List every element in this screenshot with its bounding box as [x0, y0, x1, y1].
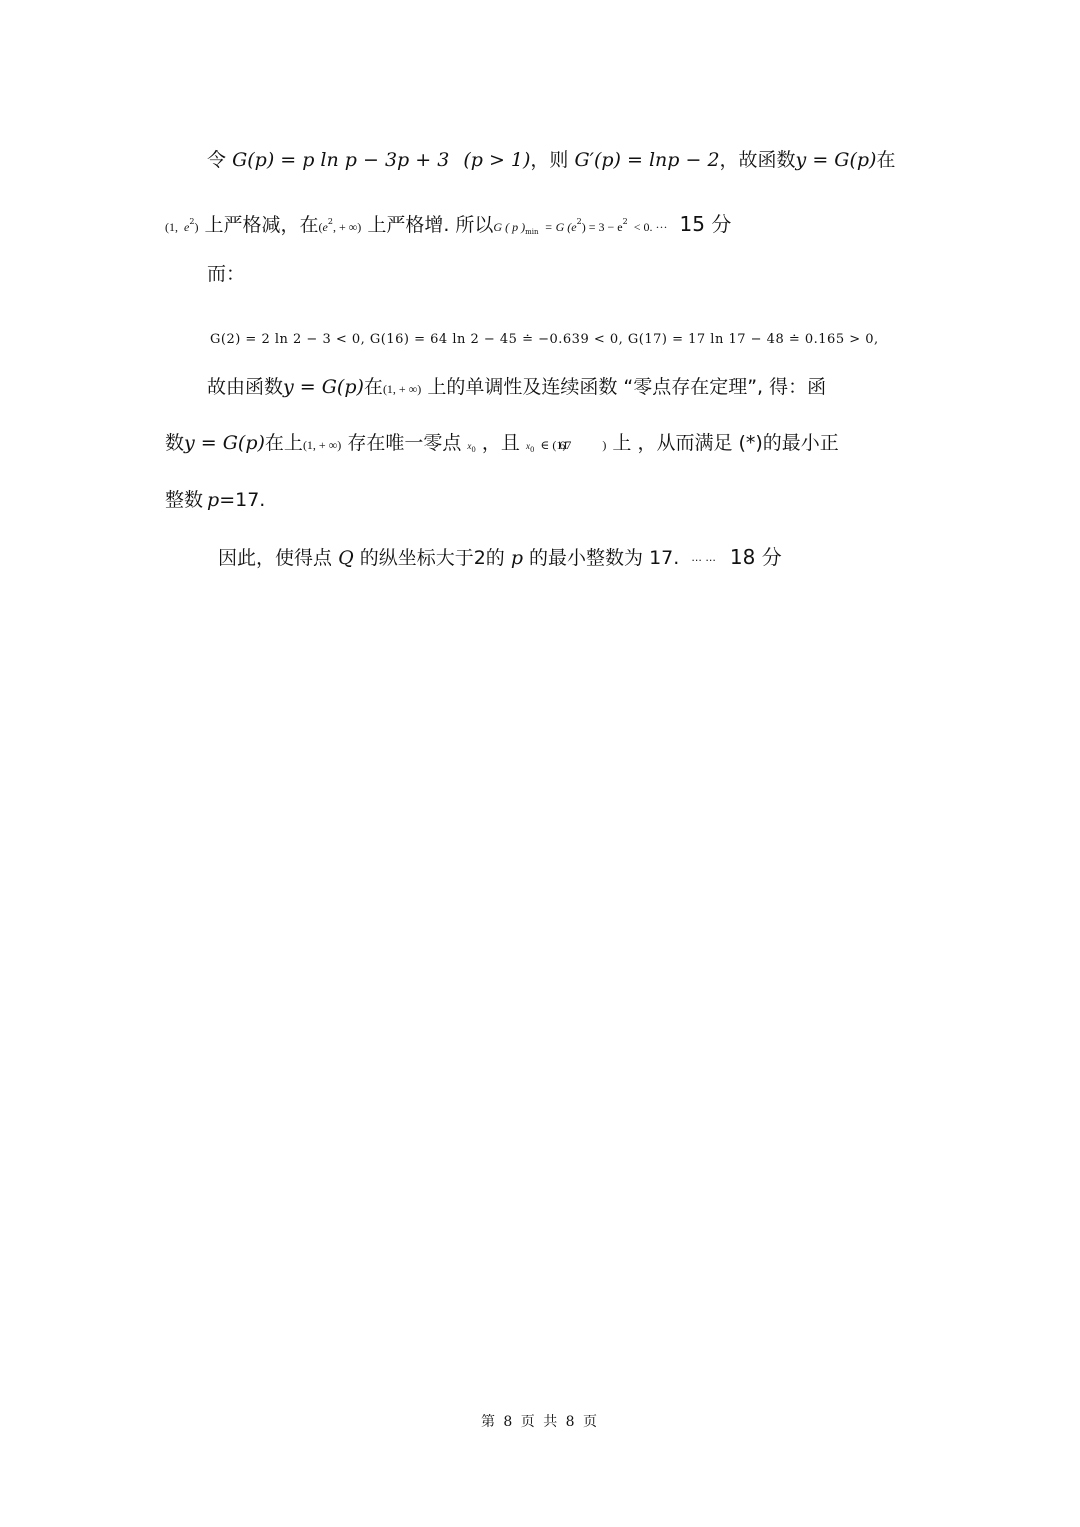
formula-g-def: G(p) = p ln p − 3p + 3	[232, 149, 450, 171]
line-8	[218, 543, 782, 575]
formula-function: y = G(p)	[184, 432, 265, 454]
text: 在上	[264, 432, 303, 454]
text: ，则	[530, 149, 569, 171]
math-rest: ) = 3 − e	[581, 220, 623, 234]
text: 在	[363, 376, 383, 398]
math-q: Q	[338, 547, 354, 569]
interval-close: )	[194, 220, 199, 234]
text: 整数	[165, 489, 204, 511]
formula-evaluations: G(2) = 2 ln 2 − 3 < 0, G(16) = 64 ln 2 − 45 ≐ −0.639 < 0, G(17) = 17 ln 17 − 48 ≐ 0.165 > 0,	[210, 332, 879, 347]
text: 数	[165, 432, 185, 454]
text: ，且	[481, 432, 520, 454]
math-e: e	[571, 220, 577, 234]
math-eq: = G (	[544, 220, 572, 234]
formula-derivative: G′(p) = lnp − 2	[574, 149, 720, 171]
text: 上严格增. 所以	[367, 214, 494, 236]
formula-function: y = G(p)	[795, 149, 877, 171]
line-1	[207, 146, 895, 174]
interval-close: )	[602, 438, 607, 452]
exponent: 2	[327, 217, 333, 226]
text: 故由函数	[207, 376, 284, 398]
math-gp: G ( p )	[493, 220, 526, 234]
text: 而：	[207, 263, 246, 285]
score-mark: 15 分	[679, 212, 732, 236]
math-p: p	[207, 489, 220, 511]
interval: (1, + ∞)	[302, 438, 342, 452]
formula-condition: (p > 1)	[463, 149, 531, 171]
math-in: ∈ (	[540, 438, 557, 452]
math-p: p	[510, 547, 523, 569]
subscript-min: min	[525, 228, 539, 236]
ellipsis: ··· ···	[691, 554, 716, 567]
text: 因此，使得点	[218, 547, 333, 569]
interval: (1, + ∞)	[382, 382, 422, 396]
exponent: 2	[622, 217, 628, 226]
text: 在	[876, 149, 896, 171]
exponent: 2	[189, 217, 195, 226]
math-lt: < 0. ···	[633, 220, 668, 234]
subscript: 0	[529, 446, 535, 454]
score-mark: 18 分	[729, 545, 782, 569]
math-e: e	[322, 220, 328, 234]
text: 上严格减，在	[204, 214, 319, 236]
text: 的最小整数为 17.	[529, 547, 680, 569]
page-footer: 第 8 页 共 8 页	[480, 1414, 600, 1430]
line-7	[165, 486, 265, 514]
interval-open: (1,	[165, 220, 178, 234]
interval-rest: , + ∞)	[332, 220, 362, 234]
text: 的纵坐标大于2的	[359, 547, 505, 569]
text: 上的单调性及连续函数 “零点存在定理”, 得：函	[427, 376, 827, 398]
interval-open: (	[318, 220, 323, 234]
math-interval-values: 16,17	[556, 438, 569, 452]
formula-function: y = G(p)	[283, 376, 364, 398]
text: =17.	[219, 489, 266, 511]
math-x: x	[525, 441, 530, 451]
line-4	[210, 326, 879, 354]
math-x: x	[467, 441, 472, 451]
math-e: e	[184, 220, 190, 234]
line-5	[207, 373, 826, 403]
line-6	[165, 429, 839, 464]
line-2	[165, 208, 731, 246]
text: 上 ，从而满足 (*)的最小正	[612, 432, 839, 454]
text: ，故函数	[719, 149, 796, 171]
text: 存在唯一零点	[347, 432, 462, 454]
subscript: 0	[471, 446, 476, 454]
exponent: 2	[576, 217, 582, 226]
text: 令	[207, 149, 227, 171]
line-3	[207, 260, 245, 288]
